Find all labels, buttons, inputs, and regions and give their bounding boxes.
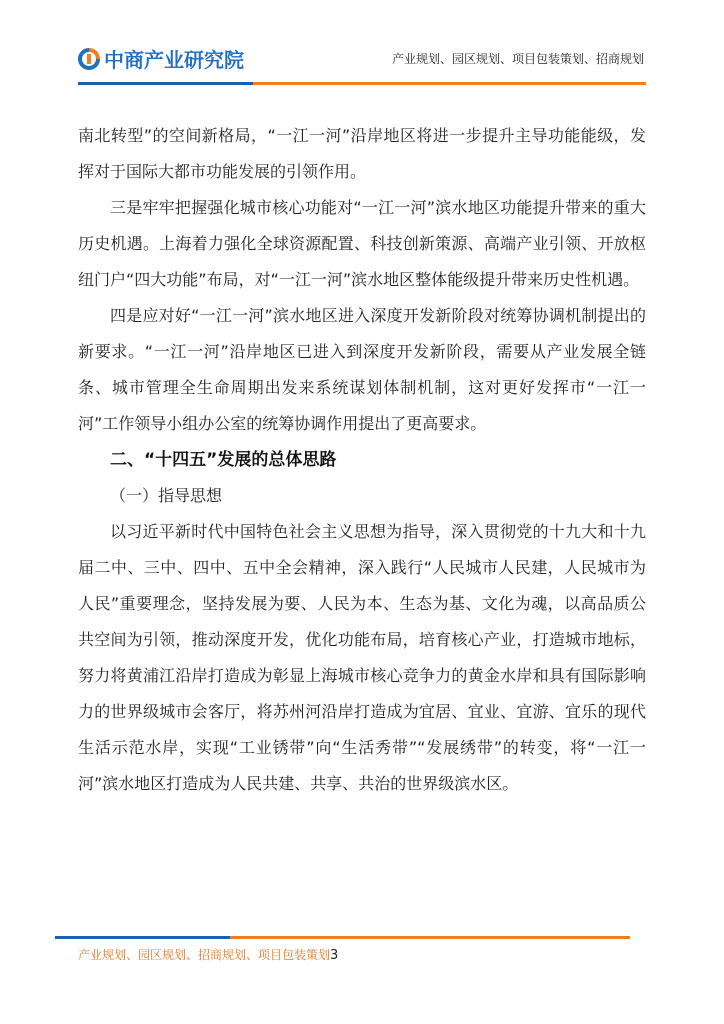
footer-rule-blue xyxy=(55,936,230,939)
paragraph-2: 三是牢牢把握强化城市核心功能对“一江一河”滨水地区功能提升带来的重大历史机遇。上海着力强化全球资源配置、科技创新策源、高端产业引领、开放枢纽门户“四大功能”布局，对“一江一河”滨水地区整体能级提升带来历史性机遇。 xyxy=(78,198,646,289)
header-slogan: 产业规划、园区规划、项目包装策划、招商规划 xyxy=(391,52,644,66)
subsection-heading: （一）指导思想 xyxy=(110,486,223,505)
paragraph-1: 南北转型”的空间新格局，“一江一河”沿岸地区将进一步提升主导功能能级，发挥对于国际大都市功能发展的引领作用。 xyxy=(78,126,646,181)
page-header xyxy=(0,0,724,90)
header-rule-orange xyxy=(253,82,646,85)
logo xyxy=(78,44,244,73)
paragraph-3: 四是应对好“一江一河”滨水地区进入深度开发新阶段对统筹协调机制提出的新要求。“一江一河”沿岸地区已进入到深度开发新阶段，需要从产业发展全链条、城市管理全生命周期出发来系统谋划体制机制，这对更好发挥市“一江一河”工作领导小组办公室的统筹协调作用提出了更高要求。 xyxy=(78,306,646,433)
footer-slogan: 产业规划、园区规划、招商规划、项目包装策划 xyxy=(78,948,331,962)
logo-text: 中商产业研究院 xyxy=(104,48,244,72)
document-body xyxy=(78,118,646,802)
footer-rule-orange xyxy=(230,936,630,939)
page-footer xyxy=(78,946,338,963)
header-rule-blue xyxy=(78,82,253,85)
section-heading: 二、“十四五”发展的总体思路 xyxy=(110,450,337,470)
page-number: 3 xyxy=(330,948,339,963)
logo-icon xyxy=(78,48,100,70)
paragraph-4: 以习近平新时代中国特色社会主义思想为指导，深入贯彻党的十九大和十九届二中、三中、四中、五中全会精神，深入践行“人民城市人民建，人民城市为人民”重要理念，坚持发展为要、人民为本、生态为基、文化为魂，以高品质公共空间为引领，推动深度开发，优化功能布局，培育核心产业，打造城市地标，努力将黄浦江沿岸打造成为彰显上海城市核心竞争力的黄金水岸和具有国际影响力的世界级城市会客厅，将苏州河沿岸打造成为宜居、宜业、宜游、宜乐的现代生活示范水岸，实现“工业锈带”向“生活秀带”“发展绣带”的转变，将“一江一河”滨水地区打造成为人民共建、共享、共治的世界级滨水区。 xyxy=(78,522,646,793)
